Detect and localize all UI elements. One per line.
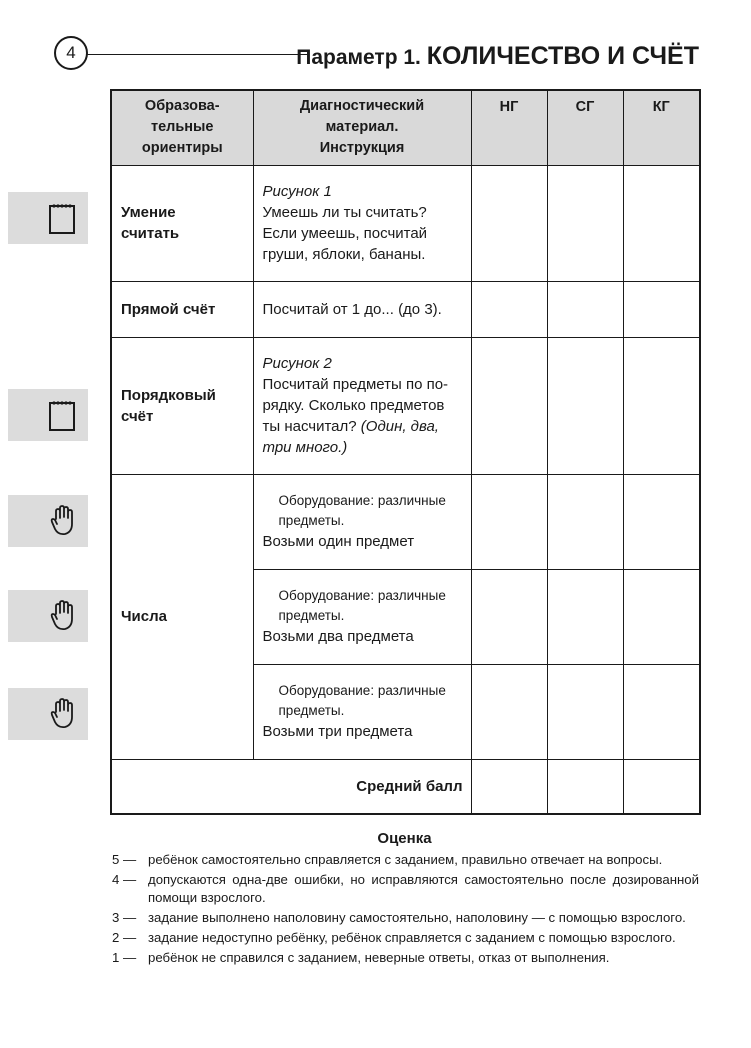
average-label: Средний балл bbox=[111, 759, 471, 814]
header-rule bbox=[86, 54, 308, 55]
diagnostic-table bbox=[110, 89, 701, 815]
average-row bbox=[111, 759, 700, 814]
header-sg: СГ bbox=[547, 90, 623, 165]
notepad-icon bbox=[48, 398, 76, 432]
ng-cell[interactable] bbox=[471, 569, 547, 664]
instruction-cell: Рисунок 2 Посчитай предметы по по- рядку. Сколько предметов ты насчитал? (Один, два, три много.) bbox=[253, 337, 471, 474]
hand-icon bbox=[50, 698, 80, 730]
grade-item: 4 — допускаются одна-две ошибки, но исправляются самостоятельно после дозированной помощи взрослого. bbox=[112, 872, 699, 905]
table-row bbox=[111, 474, 700, 569]
ng-cell[interactable] bbox=[471, 165, 547, 281]
hand-icon bbox=[50, 505, 80, 537]
header-orientir: Образова- тельные ориентиры bbox=[111, 90, 253, 165]
sg-cell[interactable] bbox=[547, 569, 623, 664]
table-row bbox=[111, 281, 700, 337]
sg-cell[interactable] bbox=[547, 337, 623, 474]
orientir-cell: Прямой счёт bbox=[111, 281, 253, 337]
header-ng: НГ bbox=[471, 90, 547, 165]
instruction-cell: Оборудование: различные предметы. Возьми три предмета bbox=[253, 664, 471, 759]
sg-cell[interactable] bbox=[547, 474, 623, 569]
instruction-cell: Рисунок 1 Умеешь ли ты считать? Если умеешь, посчитай груши, яблоки, бананы. bbox=[253, 165, 471, 281]
instruction-cell: Посчитай от 1 до... (до 3). bbox=[253, 281, 471, 337]
figure-caption: Рисунок 1 bbox=[262, 183, 332, 200]
sg-cell[interactable] bbox=[547, 664, 623, 759]
kg-cell[interactable] bbox=[623, 664, 700, 759]
orientir-cell: Умение считать bbox=[111, 165, 253, 281]
table-row bbox=[111, 337, 700, 474]
page-title bbox=[296, 42, 699, 71]
ng-cell[interactable] bbox=[471, 474, 547, 569]
grade-item: 3 — задание выполнено наполовину самостоятельно, наполовину — с помощью взрослого. bbox=[112, 910, 686, 925]
table-header-row bbox=[111, 90, 700, 165]
sg-cell[interactable] bbox=[547, 281, 623, 337]
orientir-cell: Числа bbox=[111, 474, 253, 759]
header-material: Диагностический материал. Инструкция bbox=[253, 90, 471, 165]
grading-title: Оценка bbox=[377, 830, 432, 847]
kg-cell[interactable] bbox=[623, 281, 700, 337]
ng-cell[interactable] bbox=[471, 337, 547, 474]
ng-cell[interactable] bbox=[471, 664, 547, 759]
sg-cell[interactable] bbox=[547, 165, 623, 281]
page-number: 4 bbox=[54, 36, 88, 70]
kg-cell[interactable] bbox=[623, 569, 700, 664]
instruction-cell: Оборудование: различные предметы. Возьми один предмет bbox=[253, 474, 471, 569]
kg-cell[interactable] bbox=[623, 337, 700, 474]
kg-cell[interactable] bbox=[623, 474, 700, 569]
figure-caption: Рисунок 2 bbox=[262, 355, 332, 372]
kg-average-cell[interactable] bbox=[623, 759, 700, 814]
instruction-cell: Оборудование: различные предметы. Возьми два предмета bbox=[253, 569, 471, 664]
grading-section bbox=[110, 830, 699, 969]
kg-cell[interactable] bbox=[623, 165, 700, 281]
header-kg: КГ bbox=[623, 90, 700, 165]
grade-item: 1 — ребёнок не справился с заданием, неверные ответы, отказ от выполнения. bbox=[112, 950, 610, 965]
title-main: КОЛИЧЕСТВО И СЧЁТ bbox=[426, 42, 699, 70]
ng-cell[interactable] bbox=[471, 281, 547, 337]
notepad-icon bbox=[48, 201, 76, 235]
grade-item: 2 — задание недоступно ребёнку, ребёнок справляется с заданием с помощью взрослого. bbox=[112, 930, 676, 945]
orientir-cell: Порядковый счёт bbox=[111, 337, 253, 474]
table-row bbox=[111, 165, 700, 281]
sg-average-cell[interactable] bbox=[547, 759, 623, 814]
grade-item: 5 — ребёнок самостоятельно справляется с заданием, правильно отвечает на вопросы. bbox=[112, 852, 663, 867]
ng-average-cell[interactable] bbox=[471, 759, 547, 814]
hand-icon bbox=[50, 600, 80, 632]
title-prefix: Параметр 1. bbox=[296, 46, 427, 69]
